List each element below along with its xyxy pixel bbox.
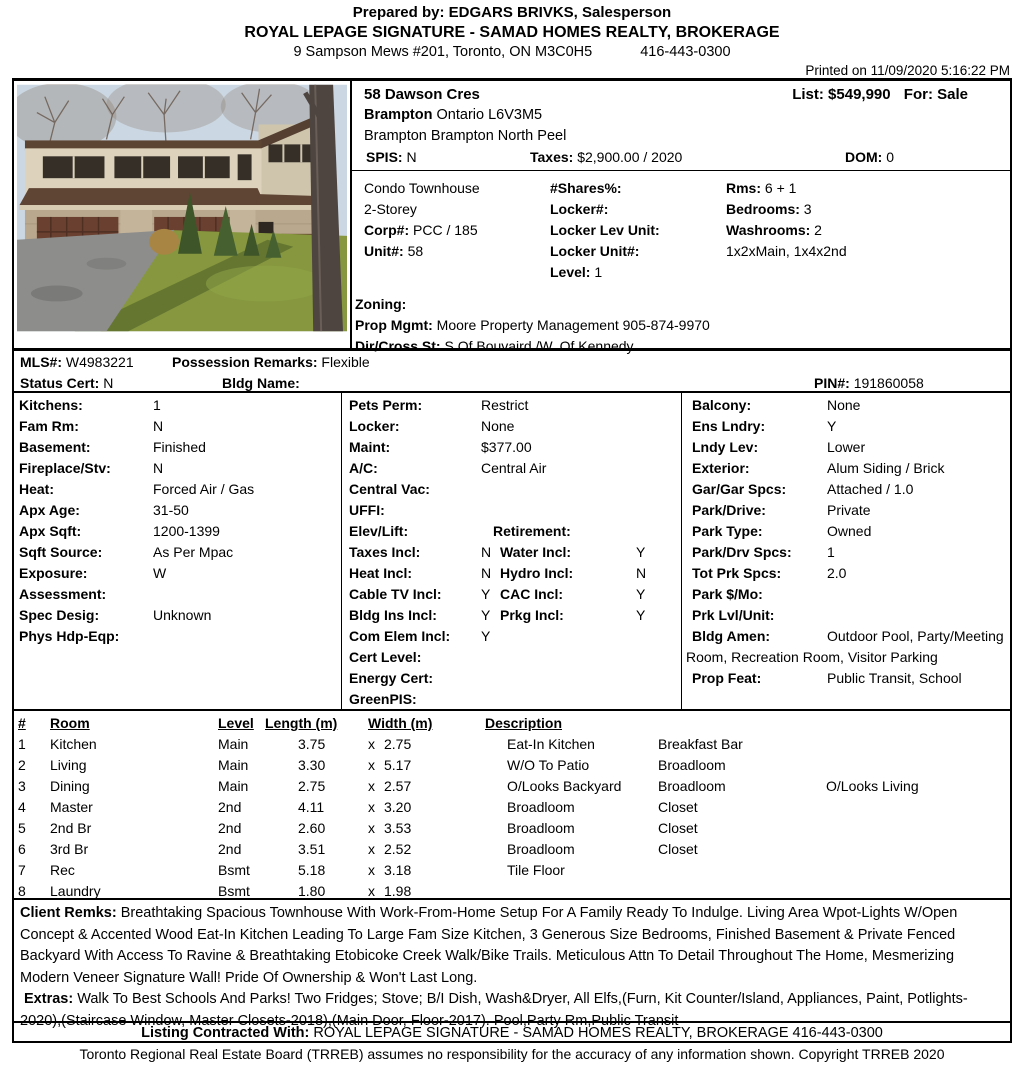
detail-row: Park/Drv Spcs: 1 xyxy=(682,542,1010,563)
for-label: For: xyxy=(903,86,933,103)
extras-label: Extras: xyxy=(24,991,74,1007)
for-value: Sale xyxy=(937,86,968,103)
detail-row: Locker: None xyxy=(342,416,681,437)
area-municipality: Brampton Brampton North Peel xyxy=(364,128,567,144)
rooms-table xyxy=(14,711,1010,900)
detail-row: Spec Desig: Unknown xyxy=(14,605,341,626)
field-value: Unknown xyxy=(153,607,212,623)
detail-row: Fireplace/Stv: N xyxy=(14,458,341,479)
room-row: 2 Living Main 3.30 x 5.17 W/O To Patio Broadloom xyxy=(18,757,726,773)
field-value: N xyxy=(153,460,164,476)
house-photo xyxy=(17,84,347,332)
washrooms-label: Washrooms: xyxy=(726,222,811,238)
room-row: 6 3rd Br 2nd 3.51 x 2.52 Broadloom Closet xyxy=(18,841,698,857)
unit-label: Unit#: xyxy=(364,243,404,259)
field-value: Lower xyxy=(827,439,866,455)
bedrooms-label: Bedrooms: xyxy=(726,201,800,217)
field-value: N xyxy=(153,418,164,434)
field-value: Finished xyxy=(153,439,206,455)
printed-timestamp: Printed on 11/09/2020 5:16:22 PM xyxy=(805,63,1010,78)
detail-row: Cert Level: xyxy=(349,649,422,665)
bldg-amen-wrap: Room, Recreation Room, Visitor Parking xyxy=(686,649,938,665)
field-value: 1 xyxy=(153,397,161,413)
list-price-line xyxy=(792,84,968,105)
condo-col-locker xyxy=(550,178,726,283)
detail-row: Phys Hdp-Eqp: xyxy=(19,628,120,644)
detail-row: Kitchens: 1 xyxy=(14,395,341,416)
photo-cell xyxy=(14,81,352,348)
room-row: 5 2nd Br 2nd 2.60 x 3.53 Broadloom Closet xyxy=(18,820,698,836)
detail-row: Heat Incl: N Hydro Incl: N xyxy=(349,565,647,581)
field-value: Central Air xyxy=(481,460,547,476)
detail-row: Park Type: Owned xyxy=(682,521,1010,542)
room-row: 1 Kitchen Main 3.75 x 2.75 Eat-In Kitchen Breakfast Bar xyxy=(18,736,743,752)
detail-row: Park $/Mo: xyxy=(692,586,763,602)
rms-value: 6 + 1 xyxy=(764,180,797,196)
retirement-label: Retirement: xyxy=(493,523,571,539)
detail-row: Gar/Gar Spcs: Attached / 1.0 xyxy=(682,479,1010,500)
zoning-block xyxy=(352,294,1010,357)
list-label: List: xyxy=(792,86,824,103)
field-value: 1 xyxy=(827,544,835,560)
taxes-label: Taxes: xyxy=(530,149,574,165)
field-value: As Per Mpac xyxy=(153,544,234,560)
contracted-label: Listing Contracted With: xyxy=(141,1025,310,1041)
bldg-amen-row: Bldg Amen: Outdoor Pool, Party/Meeting xyxy=(682,626,1010,647)
top-section xyxy=(14,81,1010,354)
spis-label: SPIS: xyxy=(366,149,403,165)
details-col-3 xyxy=(681,393,1010,709)
detail-row: Prk Lvl/Unit: xyxy=(692,607,775,623)
unit-value: 58 xyxy=(407,243,424,259)
prop-feat-value: Public Transit, School xyxy=(827,670,962,686)
detail-row: Basement: Finished xyxy=(14,437,341,458)
rms-label: Rms: xyxy=(726,180,762,196)
trreb-disclaimer: Toronto Regional Real Estate Board (TRREB) assumes no responsibility for the accuracy of any information shown. Copyright TRREB 2020 xyxy=(79,1046,945,1062)
list-price: $549,990 xyxy=(828,86,891,103)
field-value: Y xyxy=(827,418,837,434)
extras: Extras: Walk To Best Schools And Parks! Two Fridges; Stove; B/I Dish, Wash&Dryer, All Elfs,(Furn, Kit Counter/Island, Appliances, Paint, Potlights-2020),(Staircase Window, Master Closets-2018),(Main Door, Floor-2017). Pool,Party Rm,Public Transit xyxy=(20,991,968,1029)
detail-row: Bldg Ins Incl: Y Prkg Incl: Y xyxy=(349,607,646,623)
contracted-phone: 416-443-0300 xyxy=(792,1025,883,1041)
detail-row: Apx Age: 31-50 xyxy=(14,500,341,521)
contracted-brokerage: ROYAL LEPAGE SIGNATURE - SAMAD HOMES REALTY, BROKERAGE xyxy=(313,1025,789,1041)
detail-row: Elev/Lift: Retirement: xyxy=(342,521,681,542)
listing-contracted-row xyxy=(14,1023,1010,1044)
field-value: 1200-1399 xyxy=(153,523,220,539)
detail-row: Maint: $377.00 xyxy=(342,437,681,458)
level-value: 1 xyxy=(594,264,603,280)
status-cert-label: Status Cert: xyxy=(20,375,100,391)
rooms-header-row: # Room Level Length (m) Width (m) Description xyxy=(18,715,563,731)
spis-value: N xyxy=(406,149,417,165)
report-header xyxy=(0,0,1024,62)
brokerage-line: ROYAL LEPAGE SIGNATURE - SAMAD HOMES REALTY, BROKERAGE xyxy=(244,24,780,41)
detail-row: Central Vac: xyxy=(349,481,430,497)
province-postal: Ontario L6V3M5 xyxy=(436,107,543,123)
detail-row: Sqft Source: As Per Mpac xyxy=(14,542,341,563)
detail-row: Exterior: Alum Siding / Brick xyxy=(682,458,1010,479)
detail-row: Tot Prk Spcs: 2.0 xyxy=(682,563,1010,584)
detail-row: UFFI: xyxy=(349,502,385,518)
possession-value: Flexible xyxy=(321,354,370,370)
property-style: 2-Storey xyxy=(364,201,417,217)
pin-value: 191860058 xyxy=(853,375,924,391)
summary-panel xyxy=(352,81,1010,354)
field-value: Private xyxy=(827,502,871,518)
room-row: 4 Master 2nd 4.11 x 3.20 Broadloom Closet xyxy=(18,799,698,815)
field-value: W xyxy=(153,565,167,581)
field-value: Owned xyxy=(827,523,872,539)
field-value: $377.00 xyxy=(481,439,532,455)
detail-row: A/C: Central Air xyxy=(342,458,681,479)
room-row: 8 Laundry Bsmt 1.80 x 1.98 xyxy=(18,883,412,899)
prop-mgmt-label: Prop Mgmt: xyxy=(355,317,433,333)
possession-label: Possession Remarks: xyxy=(172,354,318,370)
shares-label: #Shares%: xyxy=(550,180,622,196)
field-value: None xyxy=(481,418,515,434)
city: Brampton xyxy=(364,107,433,123)
office-phone: 416-443-0300 xyxy=(640,44,731,60)
dir-cross-label: Dir/Cross St: xyxy=(355,338,441,354)
office-address: 9 Sampson Mews #201, Toronto, ON M3C0H5 xyxy=(293,44,593,60)
detail-row: Exposure: W xyxy=(14,563,341,584)
client-remarks: Client Remks: Breathtaking Spacious Townhouse With Work-From-Home Setup For A Family Ready To Indulge. Living Area Wpot-Lights W/Open Concept & Accented Wood Eat-In Kitchen Leading To Large Fam Size Kitchen, 3 Generous Size Bedrooms, Finished Basement & Private Fenced Backyard With Access To Ravine & Breathtaking Etobicoke Creek Walk/Bike Trails. Meticulous Attn To Detail Throughout The Home, Mesmerizing Modern Veneer Signature Wall! Pride Of Ownership & Won't Last Long. xyxy=(20,905,958,986)
detail-row: Cable TV Incl: Y CAC Incl: Y xyxy=(349,586,646,602)
detail-row: Apx Sqft: 1200-1399 xyxy=(14,521,341,542)
prop-feat-row: Prop Feat: Public Transit, School xyxy=(682,668,1010,689)
condo-col-rooms xyxy=(726,178,1010,283)
detail-row: Park/Drive: Private xyxy=(682,500,1010,521)
field-value: Attached / 1.0 xyxy=(827,481,914,497)
detail-row: Com Elem Incl: Y xyxy=(342,626,681,647)
dom-value: 0 xyxy=(886,149,895,165)
field-value: Y xyxy=(481,628,491,644)
detail-row: Taxes Incl: N Water Incl: Y xyxy=(349,544,646,560)
bldg-amen-value: Outdoor Pool, Party/Meeting xyxy=(827,628,1004,644)
washroom-detail: 1x2xMain, 1x4x2nd xyxy=(726,243,847,259)
field-value: None xyxy=(827,397,861,413)
client-remarks-label: Client Remks: xyxy=(20,905,117,921)
detail-row: Fam Rm: N xyxy=(14,416,341,437)
details-section xyxy=(14,393,1010,711)
taxes-value: $2,900.00 / 2020 xyxy=(577,149,683,165)
condo-block xyxy=(352,171,1010,283)
locker-lev-label: Locker Lev Unit: xyxy=(550,222,660,238)
corp-value: PCC / 185 xyxy=(413,222,478,238)
property-type: Condo Townhouse xyxy=(364,180,480,196)
prop-mgmt-value: Moore Property Management 905-874-9970 xyxy=(436,317,710,333)
field-value: Restrict xyxy=(481,397,529,413)
detail-row: Lndy Lev: Lower xyxy=(682,437,1010,458)
status-cert-value: N xyxy=(103,375,114,391)
details-col-2 xyxy=(341,393,681,709)
locker-unit-label: Locker Unit#: xyxy=(550,243,640,259)
bedrooms-value: 3 xyxy=(803,201,812,217)
mls-number: W4983221 xyxy=(65,354,134,370)
bldg-name-label: Bldg Name: xyxy=(222,375,300,391)
mls-strip xyxy=(14,351,1010,393)
detail-row: Energy Cert: xyxy=(349,670,434,686)
street-address: 58 Dawson Cres xyxy=(364,86,480,103)
detail-row: Balcony: None xyxy=(682,395,1010,416)
details-col-1 xyxy=(14,393,341,709)
zoning-label: Zoning: xyxy=(355,296,407,312)
detail-row: Heat: Forced Air / Gas xyxy=(14,479,341,500)
field-value: Forced Air / Gas xyxy=(153,481,255,497)
dom-label: DOM: xyxy=(845,149,883,165)
field-value: 2.0 xyxy=(827,565,847,581)
locker-num-label: Locker#: xyxy=(550,201,609,217)
detail-row: Assessment: xyxy=(19,586,107,602)
address-block xyxy=(352,81,1010,171)
room-row: 3 Dining Main 2.75 x 2.57 O/Looks Backyard Broadloom O/Looks Living xyxy=(18,778,919,794)
prepared-by-line: Prepared by: EDGARS BRIVKS, Salesperson xyxy=(352,4,672,21)
field-value: Alum Siding / Brick xyxy=(827,460,945,476)
mls-label: MLS#: xyxy=(20,354,62,370)
level-label: Level: xyxy=(550,264,591,280)
dir-cross-value: S.Of Bouvaird /W. Of Kennedy xyxy=(444,338,634,354)
detail-row: GreenPIS: xyxy=(349,691,417,707)
condo-col-type xyxy=(352,178,550,283)
office-contact-line xyxy=(0,43,1024,62)
field-value: 31-50 xyxy=(153,502,189,518)
remarks-section xyxy=(14,900,1010,1029)
pin-label: PIN#: xyxy=(814,375,850,391)
listing-sheet xyxy=(12,78,1012,1043)
corp-label: Corp#: xyxy=(364,222,410,238)
room-row: 7 Rec Bsmt 5.18 x 3.18 Tile Floor xyxy=(18,862,565,878)
detail-row: Pets Perm: Restrict xyxy=(342,395,681,416)
washrooms-value: 2 xyxy=(814,222,822,238)
detail-row: Ens Lndry: Y xyxy=(682,416,1010,437)
